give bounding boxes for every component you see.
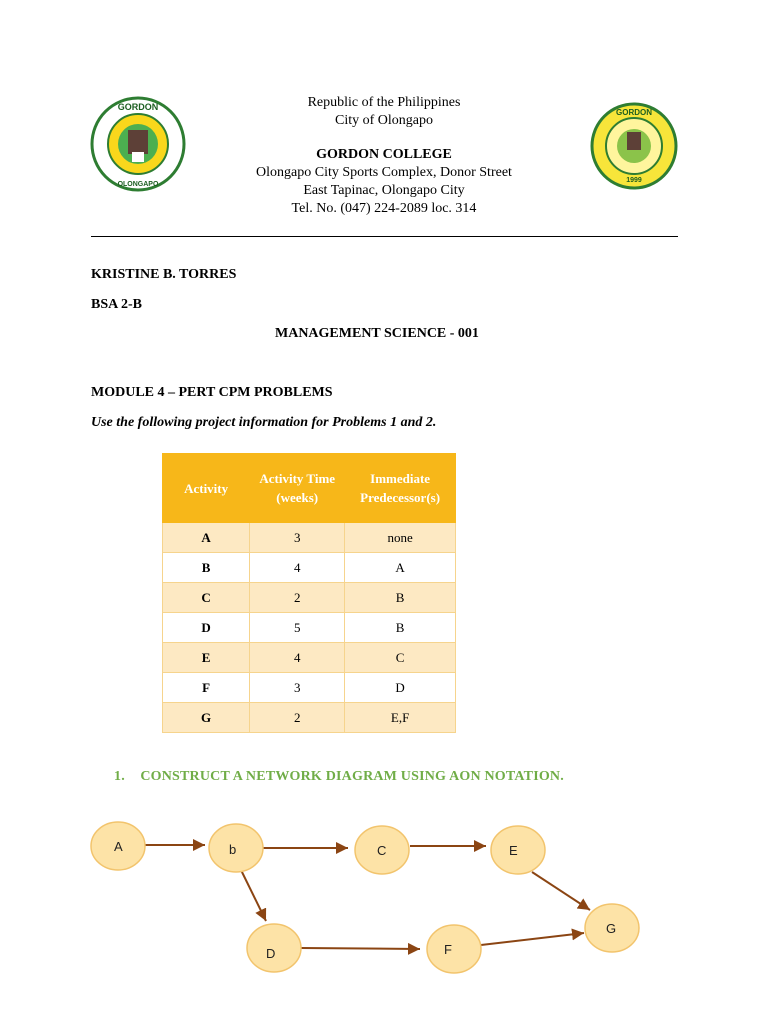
svg-text:GORDON: GORDON <box>616 108 652 117</box>
cell-predecessor: C <box>345 643 456 673</box>
cell-predecessor: B <box>345 613 456 643</box>
cell-time: 3 <box>250 673 345 703</box>
letterhead-line2: City of Olongapo <box>335 113 433 128</box>
question-1 <box>114 769 564 785</box>
header-activity-time: Activity Time (weeks) <box>250 454 345 523</box>
question-text: CONSTRUCT A NETWORK DIAGRAM USING AON NOTATION. <box>140 769 564 784</box>
gordon-college-logo-right <box>590 102 678 190</box>
node-e <box>491 826 545 874</box>
node-d <box>247 924 301 972</box>
cell-predecessor: A <box>345 553 456 583</box>
letterhead <box>200 94 568 218</box>
table-row <box>163 643 456 673</box>
letterhead-line1: Republic of the Philippines <box>307 95 461 110</box>
address-line1: Olongapo City Sports Complex, Donor Street <box>256 165 512 180</box>
svg-text:GORDON: GORDON <box>117 102 159 112</box>
edge-b-d <box>241 870 266 921</box>
table-row <box>163 673 456 703</box>
cell-activity: G <box>163 703 250 733</box>
address-line2: East Tapinac, Olongapo City <box>303 183 465 198</box>
instruction-text: Use the following project information for Problems 1 and 2. <box>91 415 437 430</box>
cell-activity: D <box>163 613 250 643</box>
cell-activity: A <box>163 523 250 553</box>
question-number: 1. <box>114 769 125 784</box>
cell-activity: C <box>163 583 250 613</box>
table-row <box>163 613 456 643</box>
svg-text:C: C <box>377 843 387 858</box>
project-activity-table <box>162 453 456 733</box>
cell-activity: B <box>163 553 250 583</box>
cell-time: 2 <box>250 703 345 733</box>
cell-predecessor: none <box>345 523 456 553</box>
svg-text:F: F <box>444 942 452 957</box>
node-b <box>209 824 263 872</box>
cell-time: 3 <box>250 523 345 553</box>
table-header-row <box>163 454 456 523</box>
aon-network-diagram <box>0 810 768 990</box>
svg-text:1999: 1999 <box>626 177 642 184</box>
cell-predecessor: D <box>345 673 456 703</box>
svg-text:G: G <box>606 921 617 936</box>
edge-e-g <box>532 872 590 910</box>
telephone: Tel. No. (047) 224-2089 loc. 314 <box>291 201 477 216</box>
node-a <box>91 822 145 870</box>
edge-d-f <box>301 948 420 949</box>
svg-text:b: b <box>229 842 237 857</box>
college-name: GORDON COLLEGE <box>316 147 452 162</box>
table-row <box>163 703 456 733</box>
table-row <box>163 583 456 613</box>
module-title: MODULE 4 – PERT CPM PROBLEMS <box>91 385 333 400</box>
cell-time: 4 <box>250 643 345 673</box>
svg-text:A: A <box>114 839 123 854</box>
svg-text:OLONGAPO: OLONGAPO <box>117 181 159 188</box>
cell-activity: F <box>163 673 250 703</box>
cell-predecessor: B <box>345 583 456 613</box>
node-f <box>427 925 481 973</box>
table-row <box>163 523 456 553</box>
node-g <box>585 904 639 952</box>
cell-time: 4 <box>250 553 345 583</box>
student-name: KRISTINE B. TORRES <box>91 267 237 282</box>
cell-time: 2 <box>250 583 345 613</box>
cell-time: 5 <box>250 613 345 643</box>
cell-predecessor: E,F <box>345 703 456 733</box>
table-row <box>163 553 456 583</box>
node-c <box>355 826 409 874</box>
subject-title: MANAGEMENT SCIENCE - 001 <box>275 326 479 341</box>
svg-text:D: D <box>266 946 276 961</box>
header-predecessors: Immediate Predecessor(s) <box>345 454 456 523</box>
header-divider <box>91 236 678 237</box>
svg-text:E: E <box>509 843 518 858</box>
student-section: BSA 2-B <box>91 297 142 312</box>
header-activity: Activity <box>163 454 250 523</box>
cell-activity: E <box>163 643 250 673</box>
edge-f-g <box>481 933 584 945</box>
gordon-college-logo-left <box>90 96 186 192</box>
